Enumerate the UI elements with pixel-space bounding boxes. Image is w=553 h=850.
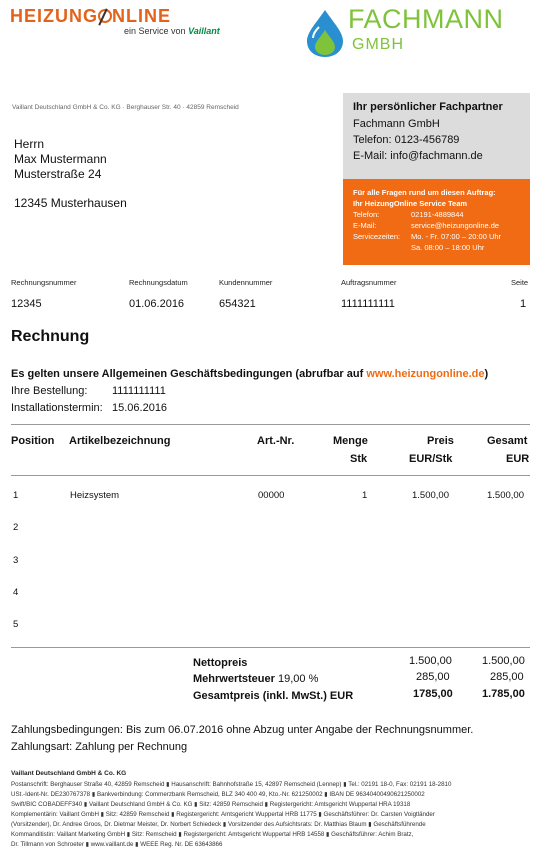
value-seite: 1 [520, 298, 527, 310]
agb-close: ) [484, 368, 489, 380]
recipient-salutation: Herrn [14, 137, 45, 151]
footer-line: Komplementärin: Vaillant GmbH ▮ Sitz: 42859 Remscheid ▮ Registergericht: Amtsgericht Wuppertal HRB 11775 ▮ Geschäftsführer: Dr. Carsten Voigtländer [11, 811, 435, 818]
netto-b: 1.500,00 [482, 655, 525, 667]
service-hours-1: Mo. - Fr. 07:00 – 20:00 Uhr [411, 232, 502, 241]
cell-preis: 1.500,00 [412, 490, 449, 501]
footer-block [11, 780, 536, 850]
service-hours-2: Sa. 08:00 – 18:00 Uhr [411, 243, 485, 252]
th-preis-unit: EUR/Stk [409, 453, 453, 465]
footer-line: Swift/BIC COBADEFF340 ▮ Vaillant Deutschland GmbH & Co. KG ▮ Sitz: 42859 Remscheid ▮ Registergericht: Amtsgericht Wuppertal HRA 19318 [11, 801, 411, 808]
partner-company: Fachmann GmbH [353, 118, 440, 130]
recipient-city: 12345 Musterhausen [14, 196, 127, 210]
partner-email: E-Mail: info@fachmann.de [353, 150, 483, 162]
service-phone-value: 02191-4889844 [411, 210, 464, 219]
cell-pos: 2 [13, 522, 19, 533]
cell-artnr: 00000 [258, 490, 285, 501]
label-rechnungsdatum: Rechnungsdatum [129, 278, 188, 287]
divider [11, 424, 530, 425]
cell-menge: 1 [362, 490, 368, 501]
service-heading-1: Für alle Fragen rund um diesen Auftrag: [353, 188, 496, 197]
fachmann-logo-sub: GMBH [352, 36, 404, 53]
footer-line: Postanschrift: Berghauser Straße 40, 42859 Remscheid ▮ Hausanschrift: Bahnhofstraße 15, 42897 Remscheid (Lennep) ▮ Tel.: 02191 18-0, Fax: 02191 18-2810 [11, 781, 452, 788]
footer-line: Kommanditistin: Vaillant Marketing GmbH ▮ Sitz: Remscheid ▮ Registergericht: Amtsgericht Wuppertal HRB 14558 ▮ Geschäftsführer: Achim Bratz, [11, 831, 414, 838]
mwst-label: Mehrwertsteuer [193, 673, 275, 685]
logo-service-prefix: ein Service von [124, 26, 186, 36]
logo-brand-left: HEIZUNG [10, 6, 98, 26]
netto-label: Nettopreis [193, 657, 248, 669]
order-termin-label: Installationstermin: [11, 402, 103, 414]
th-gesamt: Gesamt [487, 435, 528, 447]
agb-link[interactable]: www.heizungonline.de [366, 368, 485, 380]
th-menge: Menge [333, 435, 368, 447]
divider [11, 647, 530, 648]
divider [11, 475, 530, 476]
service-box [343, 179, 530, 265]
mwst-row [193, 673, 318, 685]
th-artikel: Artikelbezeichnung [69, 435, 171, 447]
cell-pos: 4 [13, 587, 19, 598]
water-drop-icon [303, 8, 347, 58]
recipient-name: Max Mustermann [14, 152, 107, 166]
cell-gesamt: 1.500,00 [487, 490, 524, 501]
payment-terms: Zahlungsbedingungen: Bis zum 06.07.2016 ohne Abzug unter Angabe der Rechnungsnummer. [11, 724, 474, 736]
value-rechnungsdatum: 01.06.2016 [129, 298, 185, 310]
agb-notice [11, 368, 488, 380]
service-phone-label: Telefon: [353, 210, 380, 219]
value-kundennummer: 654321 [219, 298, 256, 310]
logo-brand-right: NLINE [112, 6, 171, 26]
agb-text: Es gelten unsere Allgemeinen Geschäftsbedingungen (abrufbar auf [11, 368, 367, 380]
th-position: Position [11, 435, 55, 447]
order-bestellung-value: 1111111111 [112, 385, 166, 397]
gesamt-a: 1785,00 [413, 688, 453, 700]
cell-pos: 5 [13, 619, 19, 630]
label-auftragsnummer: Auftragsnummer [341, 278, 397, 287]
heizungonline-logo [10, 6, 171, 27]
footer-line: USt.-Ident-Nr. DE230767378 ▮ Bankverbindung: Commerzbank Remscheid, BLZ 340 400 49, Kto.-Nr. 621250002 ▮ IBAN DE 96340400490621250002 [11, 791, 425, 798]
service-hours-label: Servicezeiten: [353, 232, 401, 241]
th-menge-unit: Stk [350, 453, 368, 465]
mwst-rate: 19,00 % [277, 673, 319, 685]
cell-artikel: Heizsystem [70, 490, 120, 501]
footer-line: Dr. Tillmann von Schroeter ▮ www.vaillant.de ▮ WEEE Reg. Nr. DE 63643866 [11, 841, 223, 848]
footer-line: (Vorsitzender), Dr. Andree Groos, Dr. Dietmar Meister, Dr. Norbert Schiedeck ▮ Vorsitzender des Aufsichtsrats: Dr. Matthias Blaum ▮ Geschäftsführende [11, 821, 426, 828]
label-rechnungsnummer: Rechnungsnummer [11, 278, 77, 287]
service-email-label: E-Mail: [353, 221, 377, 230]
label-seite: Seite [511, 278, 529, 287]
value-rechnungsnummer: 12345 [11, 298, 42, 310]
sender-line: Vaillant Deutschland GmbH & Co. KG · Berghauser Str. 40 · 42859 Remscheid [12, 104, 239, 111]
service-heading-2: Ihr HeizungOnline Service Team [353, 199, 468, 208]
label-kundennummer: Kundennummer [219, 278, 273, 287]
order-bestellung-label: Ihre Bestellung: [11, 385, 88, 397]
service-email-value[interactable]: service@heizungonline.de [411, 221, 500, 230]
cell-pos: 1 [13, 490, 19, 501]
th-preis: Preis [427, 435, 454, 447]
partner-phone: Telefon: 0123-456789 [353, 134, 460, 146]
fachmann-logo-title: FACHMANN [348, 4, 504, 34]
gesamt-b: 1.785,00 [482, 688, 525, 700]
netto-a: 1.500,00 [409, 655, 452, 667]
payment-method: Zahlungsart: Zahlung per Rechnung [11, 741, 188, 753]
value-auftragsnummer: 1111111111 [341, 298, 395, 310]
mwst-b: 285,00 [490, 671, 524, 683]
recipient-street: Musterstraße 24 [14, 167, 102, 181]
footer-company: Vaillant Deutschland GmbH & Co. KG [11, 770, 127, 777]
th-gesamt-unit: EUR [506, 453, 530, 465]
th-artnr: Art.-Nr. [257, 435, 295, 447]
gesamt-label: Gesamtpreis (inkl. MwSt.) EUR [193, 690, 354, 702]
logo-service-line [124, 26, 220, 36]
order-termin-value: 15.06.2016 [112, 402, 168, 414]
mwst-a: 285,00 [416, 671, 450, 683]
logo-o-icon [98, 9, 112, 23]
vaillant-logo: Vaillant [188, 26, 220, 36]
partner-box [343, 93, 530, 179]
partner-title: Ihr persönlicher Fachpartner [353, 101, 503, 113]
page-title: Rechnung [11, 328, 90, 345]
cell-pos: 3 [13, 555, 19, 566]
